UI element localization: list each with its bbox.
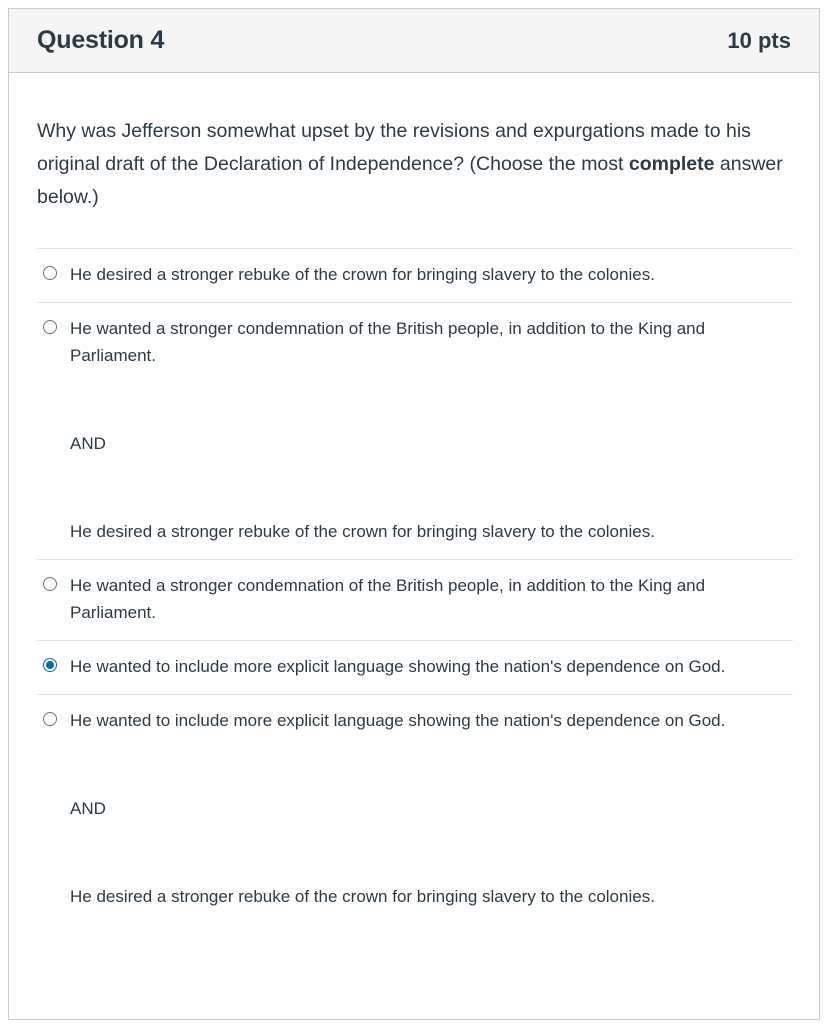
answer-paragraph: He desired a stronger rebuke of the crown for bringing slavery to the colonies. (70, 265, 655, 284)
prompt-text-end: answer below.) (37, 153, 783, 208)
prompt-emphasis: complete (628, 153, 715, 175)
answer-label[interactable] (70, 707, 770, 910)
answer-paragraph: He wanted to include more explicit language showing the nation's dependence on God. (70, 657, 726, 676)
question-body (9, 115, 819, 924)
question-card (8, 8, 820, 1020)
answer-label[interactable] (70, 653, 770, 680)
radio-button-icon[interactable] (43, 266, 57, 280)
radio-button-icon[interactable] (43, 712, 57, 726)
answer-option-4[interactable] (37, 640, 793, 694)
answer-option-3[interactable] (37, 559, 793, 640)
question-points: 10 pts (727, 27, 791, 53)
answer-paragraph: He wanted to include more explicit language showing the nation's dependence on God. (70, 711, 726, 730)
prompt-text-start: Why was Jefferson somewhat upset by the revisions and expurgations made to his original draft of the Declaration of Independence? (Choose the most (37, 120, 751, 175)
answer-paragraph: He wanted a stronger condemnation of the British people, in addition to the King and Parliament. (70, 319, 706, 365)
answer-option-5[interactable] (37, 694, 793, 924)
question-header (9, 9, 819, 73)
answer-option-2[interactable] (37, 302, 793, 559)
answer-label[interactable] (70, 315, 770, 545)
answer-label[interactable] (70, 572, 770, 626)
answer-paragraph: He wanted a stronger condemnation of the British people, in addition to the King and Parliament. (70, 576, 706, 622)
question-title: Question 4 (37, 26, 165, 54)
answer-paragraph: AND (70, 799, 106, 818)
answer-paragraph: He desired a stronger rebuke of the crown for bringing slavery to the colonies. (70, 887, 655, 906)
radio-button-icon[interactable] (43, 577, 57, 591)
radio-button-icon[interactable] (43, 320, 57, 334)
question-prompt (37, 115, 789, 214)
answer-list (37, 248, 793, 924)
radio-button-selected-icon[interactable] (43, 658, 57, 672)
answer-label[interactable] (70, 261, 770, 288)
answer-paragraph: AND (70, 434, 106, 453)
answer-paragraph: He desired a stronger rebuke of the crown for bringing slavery to the colonies. (70, 522, 655, 541)
answer-option-1[interactable] (37, 248, 793, 302)
